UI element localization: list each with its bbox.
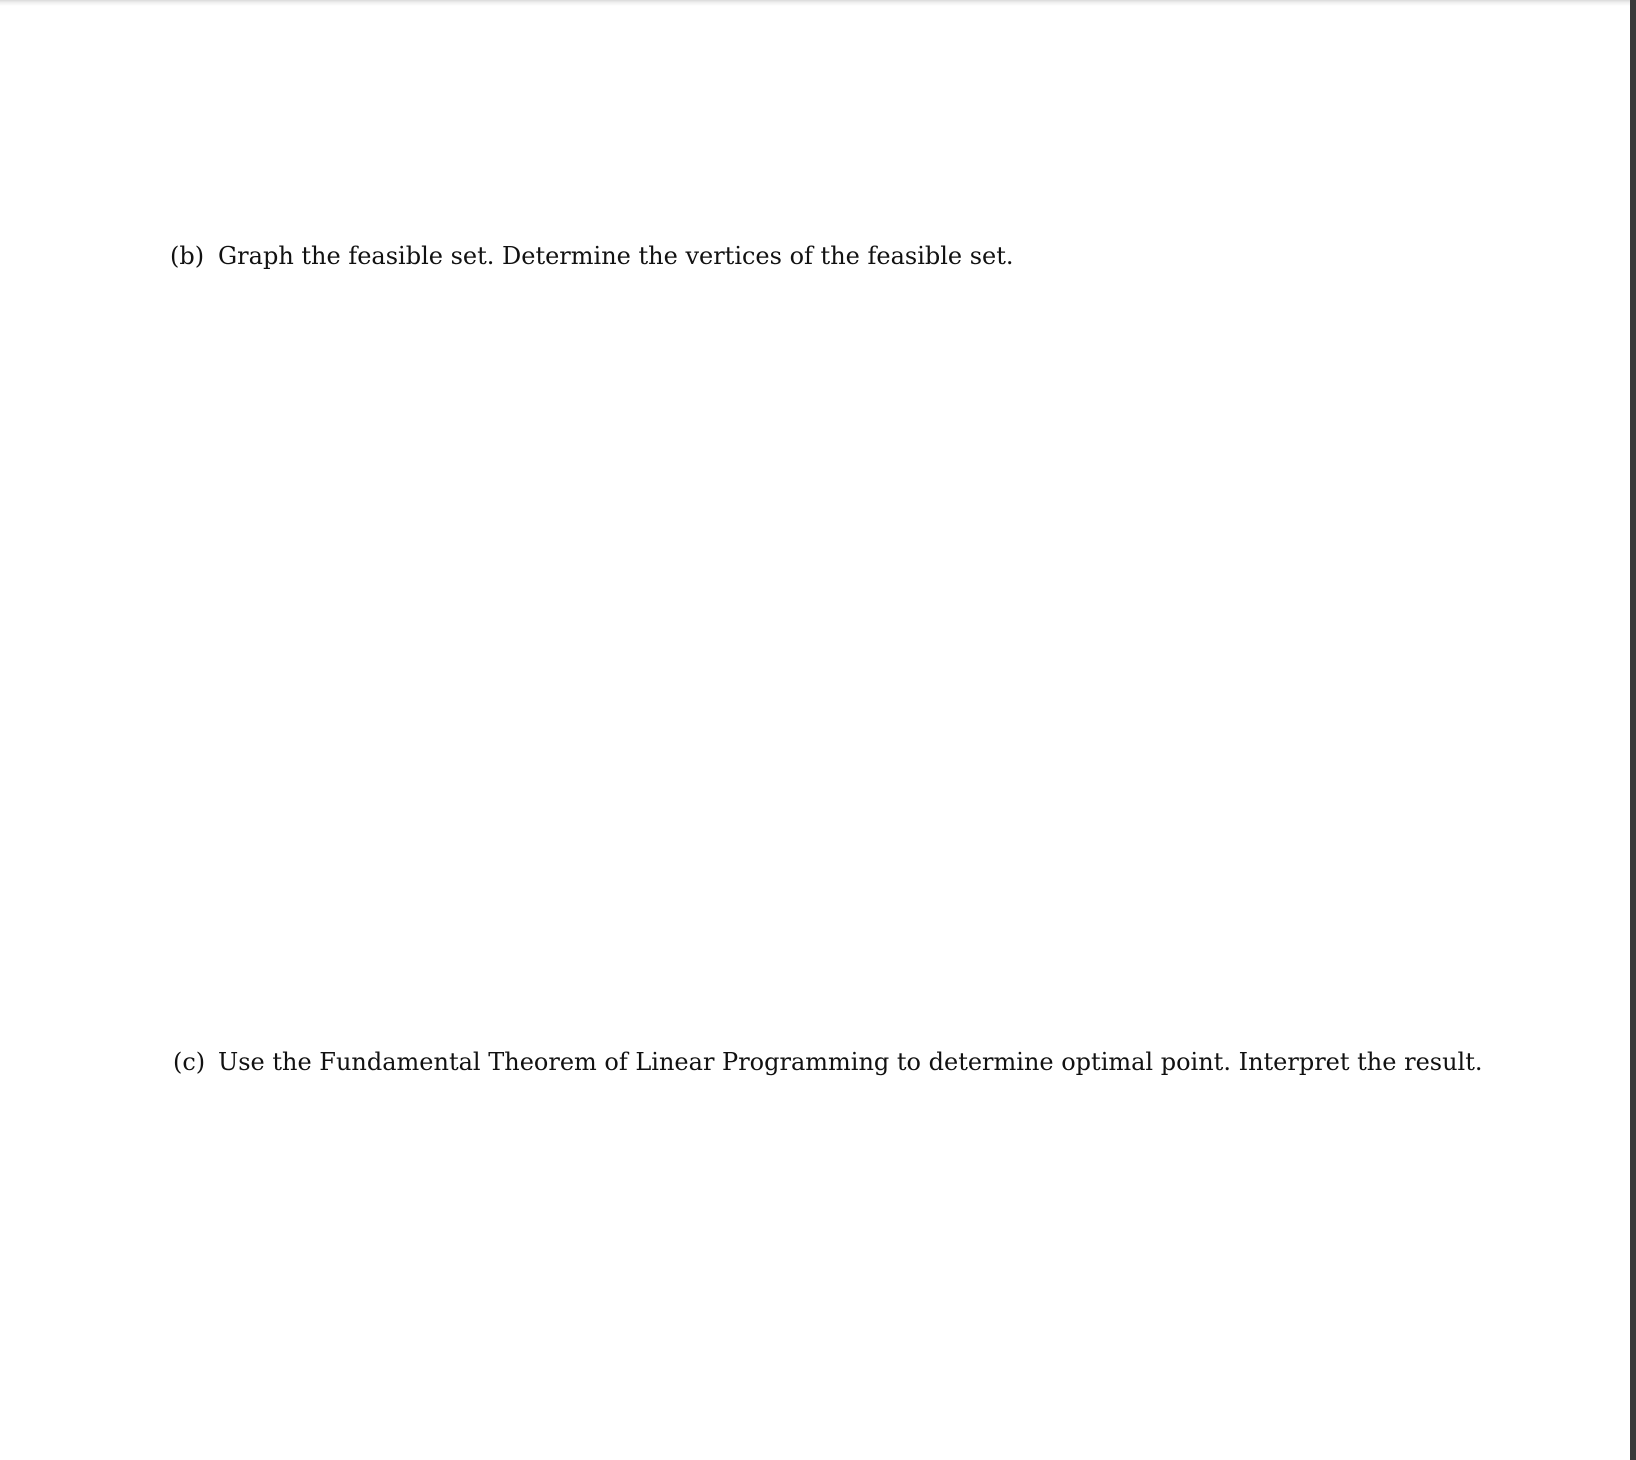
viewer-right-edge xyxy=(1630,0,1636,1460)
question-b xyxy=(170,244,1014,268)
question-b-label: (b) xyxy=(170,242,205,270)
question-b-text: Graph the feasible set. Determine the vertices of the feasible set. xyxy=(218,242,1014,270)
question-c-text: Use the Fundamental Theorem of Linear Programming to determine optimal point. Interpret the result. xyxy=(218,1048,1483,1076)
page-top-shadow xyxy=(0,0,1630,6)
question-c xyxy=(173,1050,1483,1074)
question-c-label: (c) xyxy=(173,1048,206,1076)
